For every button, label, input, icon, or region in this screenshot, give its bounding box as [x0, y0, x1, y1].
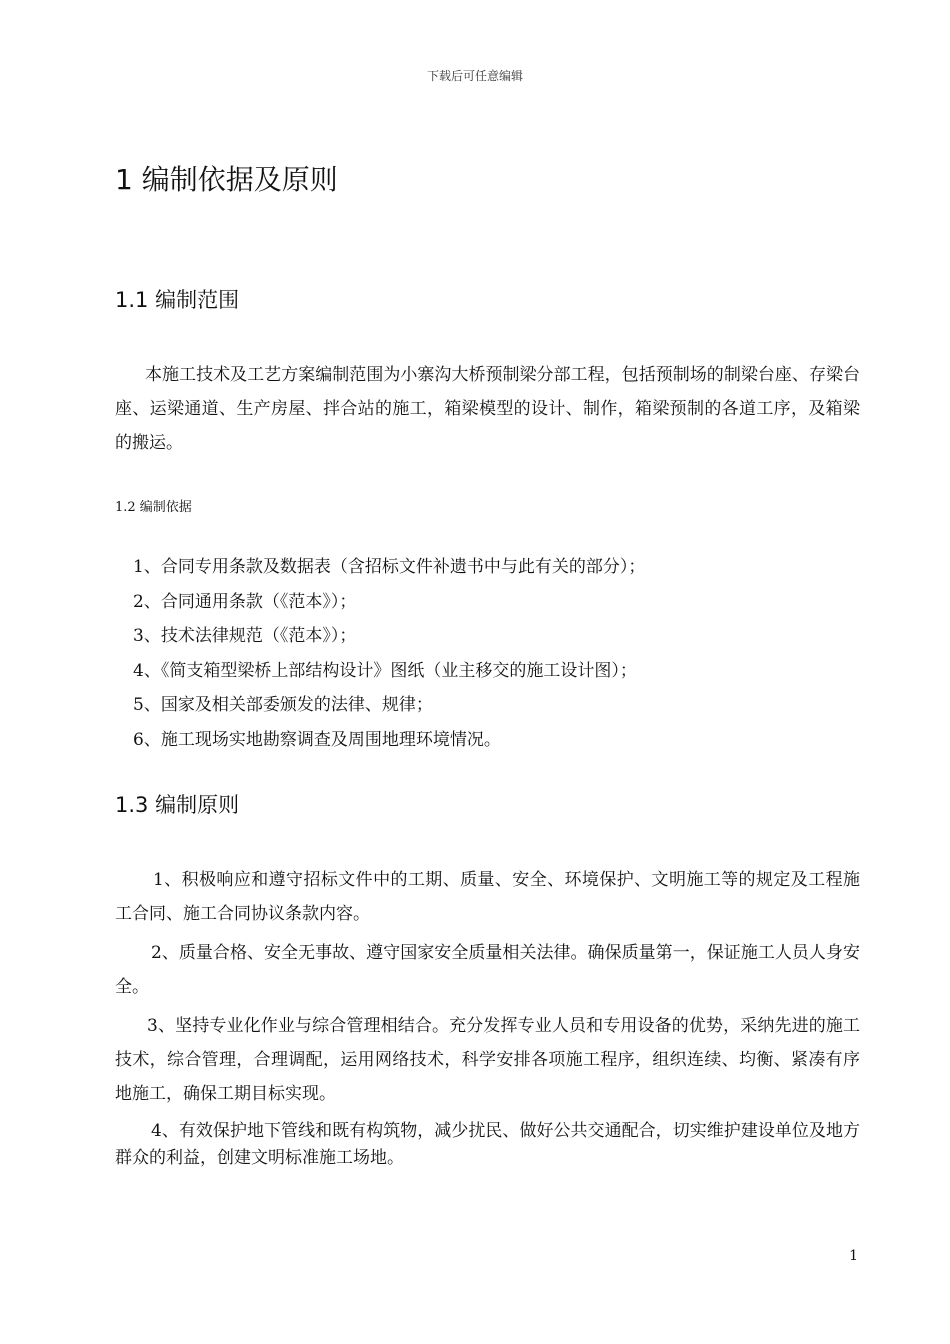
section-title-1-1: 1.1 编制范围: [115, 288, 240, 312]
principle-paragraph: 2、质量合格、安全无事故、遵守国家安全质量相关法律。确保质量第一，保证施工人员人身安全。: [115, 943, 860, 997]
basis-item: 5、国家及相关部委颁发的法律、规律；: [133, 695, 433, 715]
principle-paragraph: 4、有效保护地下管线和既有构筑物，减少扰民、做好公共交通配合，切实维护建设单位及地方群众的利益，创建文明标准施工场地。: [115, 1121, 860, 1168]
basis-item: 1、合同专用条款及数据表（含招标文件补遗书中与此有关的部分）；: [133, 557, 646, 577]
page-number: 1: [849, 1248, 858, 1264]
basis-item: 2、合同通用条款（《范本》）；: [133, 592, 357, 612]
principle-paragraph: 1、积极响应和遵守招标文件中的工期、质量、安全、环境保护、文明施工等的规定及工程施工合同、施工合同协议条款内容。: [115, 870, 860, 924]
basis-item: 3、技术法律规范（《范本》）；: [133, 626, 357, 646]
chapter-title: 1 编制依据及原则: [115, 163, 338, 196]
basis-item: 4、《简支箱型梁桥上部结构设计》图纸（业主移交的施工设计图）；: [133, 661, 637, 681]
section-title-1-3: 1.3 编制原则: [115, 793, 240, 817]
principle-paragraph: 3、坚持专业化作业与综合管理相结合。充分发挥专业人员和专用设备的优势，采纳先进的施工技术，综合管理，合理调配，运用网络技术，科学安排各项施工程序，组织连续、均衡、紧凑有序地施工，确保工期目标实现。: [115, 1016, 860, 1104]
basis-item: 6、施工现场实地勘察调查及周围地理环境情况。: [133, 730, 501, 750]
section-title-1-2: 1.2 编制依据: [115, 500, 192, 515]
page-header: 下载后可任意编辑: [426, 69, 523, 83]
scope-paragraph: 本施工技术及工艺方案编制范围为小寨沟大桥预制梁分部工程，包括预制场的制梁台座、存梁台座、运梁通道、生产房屋、拌合站的施工，箱梁模型的设计、制作，箱梁预制的各道工序，及箱梁的搬运。: [115, 365, 860, 453]
